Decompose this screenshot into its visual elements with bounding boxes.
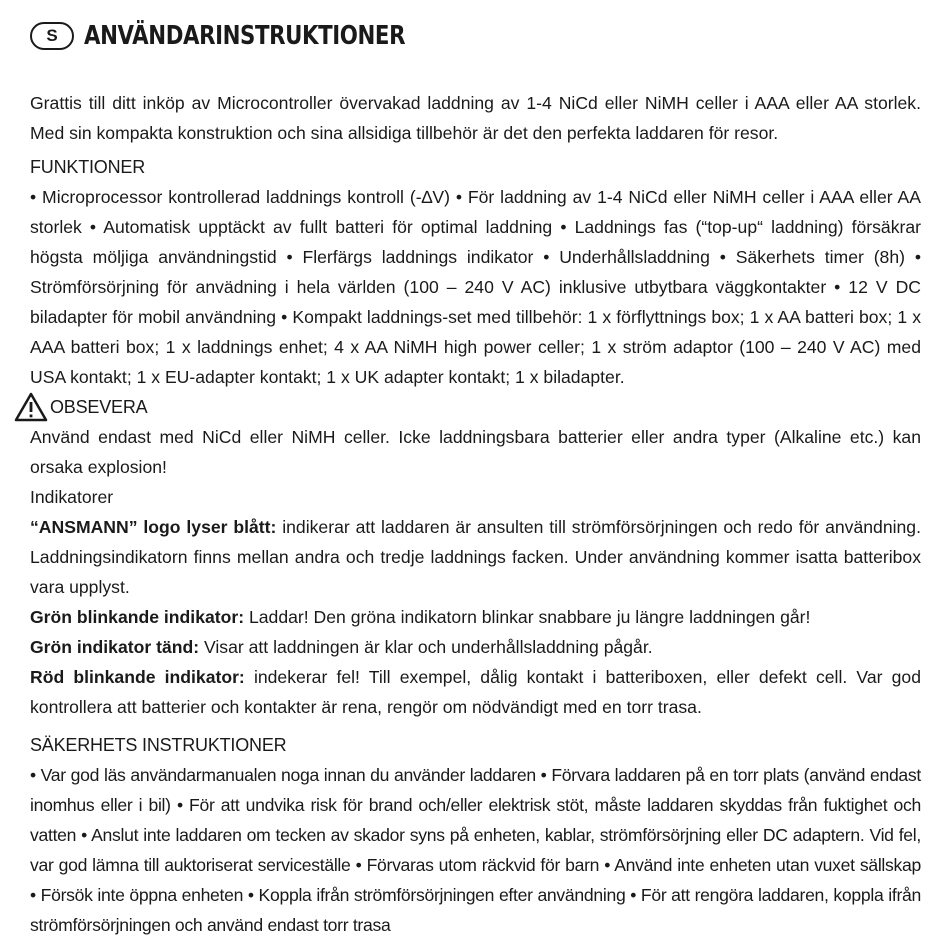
observe-heading-row xyxy=(14,392,921,422)
language-badge: S xyxy=(30,22,74,50)
indicators-label: Indikatorer xyxy=(30,487,114,507)
indicator-item-red-blinking xyxy=(30,662,921,722)
indicator-text: Visar att laddningen är klar och underhållsladdning pågår. xyxy=(199,637,653,657)
functions-paragraph: • Microprocessor kontrollerad laddnings kontroll (-∆V) • För laddning av 1-4 NiCd eller NiMH celler i AAA eller AA storlek • Automatisk upptäckt av fullt batteri för optimal laddning • Laddnings fas (“top-up“ laddning) försäkrar högsta möljiga användningstid • Flerfärgs laddnings indikator • Underhållsladdning • Säkerhets timer (8h) • Strömförsörjning för anvädning i hela världen (100 – 240 V AC) inklusive utbytbara väggkontakter • 12 V DC biladapter för mobil användning • Kompakt laddnings-set med tillbehör: 1 x förflyttnings box; 1 x AA batteri box; 1 x AAA batteri box; 1 x laddnings enhet; 4 x AA NiMH high power celler; 1 x ström adaptor (100 – 240 V AC) med USA kontakt; 1 x EU-adapter kontakt; 1 x UK adapter kontakt; 1 x biladapter. xyxy=(30,187,921,387)
indicator-item-green-blinking xyxy=(30,602,921,632)
safety-paragraph: • Var god läs användarmanualen noga innan du använder laddaren • Förvara laddaren på en torr plats (använd endast inomhus eller i bil) • För att undvika risk för brand och/eller elektrisk stöt, måste laddaren skyddas från fuktighet och vatten • Anslut inte laddaren om tecken av skador syns på enheten, kablar, strömförsörjning eller DC adaptern. Vid fel, var god lämna till auktoriserat serviceställe • Förvaras utom räckvid för barn • Använd inte enheten utan vuxet sällskap • Försök inte öppna enheten • Koppla ifrån strömförsörjningen efter användning • För att rengöra laddaren, koppla ifrån strömförsörjningen och använd endast torr trasa xyxy=(30,765,921,935)
indicator-label: Grön blinkande indikator: xyxy=(30,607,245,627)
indicator-text: indikerar att laddaren är ansulten till strömförsörjningen och redo för användning. Laddningsindikatorn finns mellan andra och tredje laddnings facken. Under användning kommer isatta batteribox vara upplyst. xyxy=(30,517,921,597)
indicator-text: indekerar fel! Till exempel, dålig kontakt i batteriboxen, eller defekt cell. Var god kontrollera att batterier och kontakter är rena, rengör om nödvändigt med en torr trasa. xyxy=(30,667,921,717)
functions-heading: FUNKTIONER xyxy=(30,157,146,177)
title-row xyxy=(30,14,921,58)
indicator-label: Röd blinkande indikator: xyxy=(30,667,245,687)
safety-heading: SÄKERHETS INSTRUKTIONER xyxy=(30,735,287,755)
indicator-item-logo xyxy=(30,512,921,602)
page-title: ANVÄNDARINSTRUKTIONER xyxy=(84,21,406,51)
observe-heading: OBSEVERA xyxy=(50,397,148,417)
indicator-label: Grön indikator tänd: xyxy=(30,637,200,657)
indicator-label: “ANSMANN” logo lyser blått: xyxy=(30,517,277,537)
manual-page xyxy=(30,14,921,940)
intro-paragraph: Grattis till ditt inköp av Microcontroller övervakad laddning av 1-4 NiCd eller NiMH celler i AAA eller AA storlek. Med sin kompakta konstruktion och sina allsidiga tillbehör är det den perfekta laddaren för resor. xyxy=(30,93,921,143)
indicator-text: Laddar! Den gröna indikatorn blinkar snabbare ju längre laddningen går! xyxy=(244,607,811,627)
warning-triangle-icon xyxy=(14,392,48,422)
observe-warning: Använd endast med NiCd eller NiMH celler. Icke laddningsbara batterier eller andra typer (Alkaline etc.) kan orsaka explosion! xyxy=(30,427,921,477)
indicator-item-green-steady xyxy=(30,632,921,662)
